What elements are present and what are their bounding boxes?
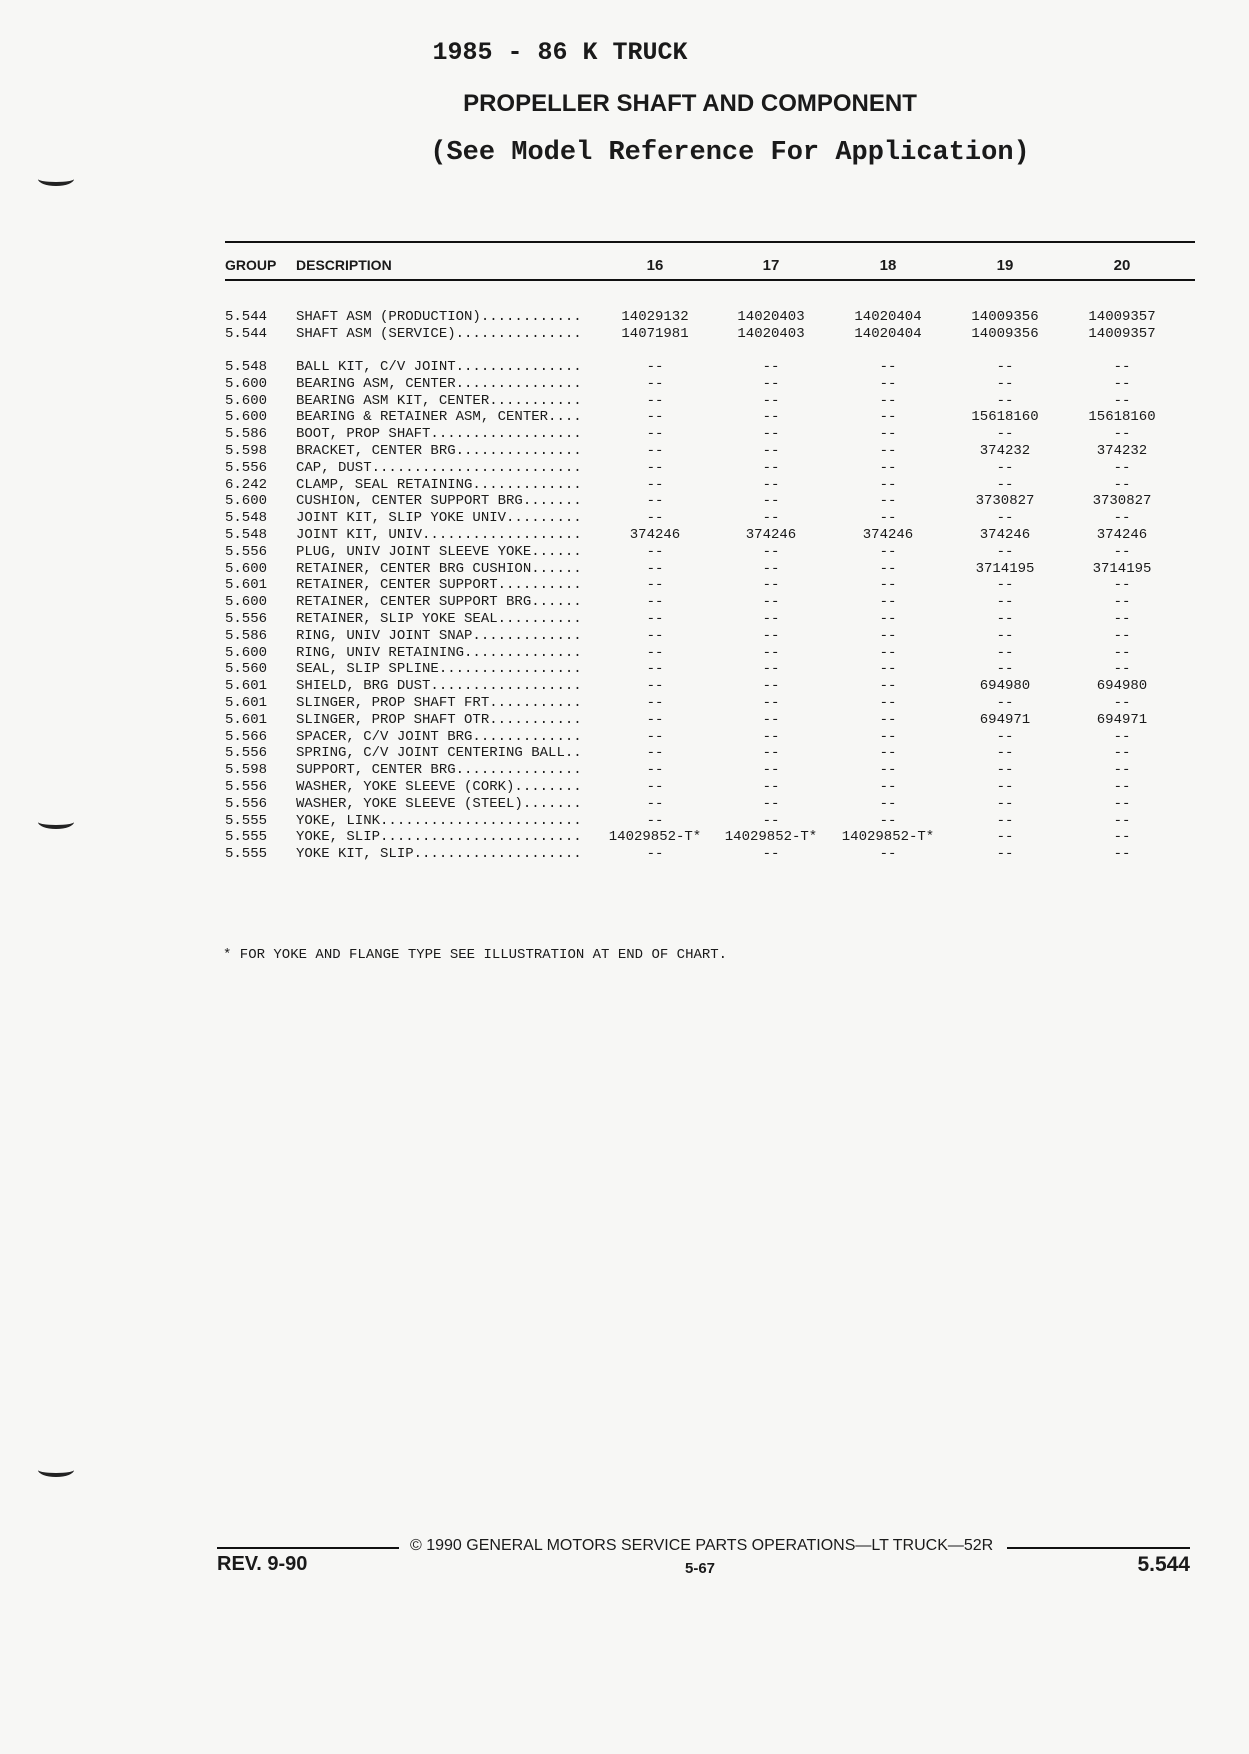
description-cell: CLAMP, SEAL RETAINING............. bbox=[296, 476, 582, 493]
part-number-cell: -- bbox=[762, 443, 780, 459]
part-number-cell: -- bbox=[1113, 594, 1131, 611]
group-cell: 5.600 bbox=[225, 644, 268, 661]
part-number-cell: -- bbox=[646, 627, 664, 644]
column-header-19: 19 bbox=[996, 257, 1014, 274]
description-cell: RETAINER, SLIP YOKE SEAL.......... bbox=[296, 611, 582, 627]
description-cell: BEARING ASM KIT, CENTER........... bbox=[296, 392, 582, 409]
part-number-cell: -- bbox=[1113, 846, 1131, 863]
part-number-cell: -- bbox=[879, 678, 897, 695]
description-cell: RETAINER, CENTER SUPPORT BRG...... bbox=[296, 594, 582, 611]
part-number-cell: -- bbox=[646, 594, 664, 611]
description-cell: BOOT, PROP SHAFT.................. bbox=[296, 426, 582, 443]
part-number-cell: -- bbox=[879, 426, 897, 443]
part-number-cell: -- bbox=[646, 661, 664, 678]
part-number-cell: -- bbox=[1113, 426, 1131, 443]
part-number-cell: -- bbox=[879, 661, 897, 678]
part-number-cell: 14020403 bbox=[737, 309, 805, 325]
part-number-cell: -- bbox=[879, 510, 897, 527]
part-number-cell: -- bbox=[646, 779, 664, 795]
description-cell: SHIELD, BRG DUST.................. bbox=[296, 678, 582, 695]
group-cell: 5.555 bbox=[225, 812, 268, 829]
part-number-cell: 3730827 bbox=[975, 493, 1035, 510]
part-number-cell: -- bbox=[646, 695, 664, 711]
part-number-cell: -- bbox=[646, 745, 664, 762]
column-header-description: DESCRIPTION bbox=[296, 257, 392, 273]
column-header-20: 20 bbox=[1113, 257, 1131, 274]
part-number-cell: -- bbox=[879, 627, 897, 644]
group-cell: 5.556 bbox=[225, 459, 268, 476]
part-number-cell: 14029852-T* bbox=[724, 829, 818, 846]
group-cell: 5.598 bbox=[225, 762, 268, 779]
part-number-cell: -- bbox=[762, 392, 780, 409]
part-number-cell: 374246 bbox=[745, 527, 797, 543]
part-number-cell: -- bbox=[879, 459, 897, 476]
part-number-cell: -- bbox=[762, 779, 780, 795]
group-cell: 5.556 bbox=[225, 795, 268, 812]
part-number-cell: -- bbox=[879, 611, 897, 627]
part-number-cell: -- bbox=[1113, 510, 1131, 527]
part-number-cell: -- bbox=[762, 728, 780, 745]
group-cell: 5.555 bbox=[225, 829, 268, 846]
copyright: © 1990 GENERAL MOTORS SERVICE PARTS OPERATIONS—LT TRUCK—52R bbox=[410, 1537, 994, 1554]
description-cell: SPRING, C/V JOINT CENTERING BALL.. bbox=[296, 745, 582, 762]
part-number-cell: 14020404 bbox=[854, 325, 922, 342]
part-number-cell: -- bbox=[879, 392, 897, 409]
part-number-cell: -- bbox=[762, 627, 780, 644]
group-cell: 5.600 bbox=[225, 594, 268, 611]
description-cell: CUSHION, CENTER SUPPORT BRG....... bbox=[296, 493, 582, 510]
part-number-cell: -- bbox=[762, 426, 780, 443]
part-number-cell: -- bbox=[762, 594, 780, 611]
group-cell: 5.600 bbox=[225, 493, 268, 510]
description-cell: RING, UNIV RETAINING.............. bbox=[296, 644, 582, 661]
part-number-cell: 3730827 bbox=[1092, 493, 1152, 510]
part-number-cell: -- bbox=[646, 728, 664, 745]
group-cell: 5.556 bbox=[225, 543, 268, 560]
part-number-cell: -- bbox=[762, 359, 780, 375]
part-number-cell: -- bbox=[762, 846, 780, 863]
part-number-cell: -- bbox=[762, 543, 780, 560]
part-number-cell: -- bbox=[1113, 392, 1131, 409]
part-number-cell: -- bbox=[996, 594, 1014, 611]
part-number-cell: -- bbox=[646, 795, 664, 812]
part-number-cell: -- bbox=[996, 812, 1014, 829]
part-number-cell: -- bbox=[996, 795, 1014, 812]
part-number-cell: -- bbox=[879, 476, 897, 493]
description-cell: CAP, DUST......................... bbox=[296, 459, 582, 476]
part-number-cell: 14020403 bbox=[737, 325, 805, 342]
page-subtitle: PROPELLER SHAFT AND COMPONENT bbox=[463, 90, 917, 117]
part-number-cell: -- bbox=[996, 510, 1014, 527]
part-number-cell: -- bbox=[1113, 543, 1131, 560]
part-number-cell: -- bbox=[1113, 728, 1131, 745]
description-cell: SHAFT ASM (SERVICE)............... bbox=[296, 325, 582, 342]
description-cell: SPACER, C/V JOINT BRG............. bbox=[296, 728, 582, 745]
group-cell: 5.566 bbox=[225, 728, 268, 745]
part-number-cell: -- bbox=[879, 779, 897, 795]
part-number-cell: 14029852-T* bbox=[841, 829, 935, 846]
part-number-cell: -- bbox=[646, 644, 664, 661]
part-number-cell: -- bbox=[879, 846, 897, 863]
part-number-cell: 14009357 bbox=[1088, 309, 1156, 325]
part-number-cell: -- bbox=[879, 543, 897, 560]
part-number-cell: 694980 bbox=[1096, 678, 1148, 695]
part-number-cell: -- bbox=[762, 409, 780, 426]
part-number-cell: -- bbox=[1113, 375, 1131, 392]
part-number-cell: 374246 bbox=[979, 527, 1031, 543]
column-header-16: 16 bbox=[646, 257, 664, 274]
part-number-cell: -- bbox=[762, 711, 780, 728]
part-number-cell: 14020404 bbox=[854, 309, 922, 325]
description-cell: BEARING ASM, CENTER............... bbox=[296, 375, 582, 392]
part-number-cell: -- bbox=[646, 426, 664, 443]
part-number-cell: 14009356 bbox=[971, 309, 1039, 325]
part-number-cell: 15618160 bbox=[971, 409, 1039, 426]
part-number-cell: 3714195 bbox=[1092, 560, 1152, 577]
part-number-cell: -- bbox=[996, 829, 1014, 846]
group-cell: 5.548 bbox=[225, 510, 268, 527]
part-number-cell: -- bbox=[646, 476, 664, 493]
part-number-cell: -- bbox=[762, 493, 780, 510]
part-number-cell: -- bbox=[879, 577, 897, 594]
part-number-cell: -- bbox=[1113, 795, 1131, 812]
description-cell: BRACKET, CENTER BRG............... bbox=[296, 443, 582, 459]
part-number-cell: -- bbox=[762, 375, 780, 392]
part-number-cell: -- bbox=[646, 577, 664, 594]
part-number-cell: 14029852-T* bbox=[608, 829, 702, 846]
part-number-cell: -- bbox=[1113, 745, 1131, 762]
table-header-rule bbox=[225, 279, 1195, 281]
part-number-cell: -- bbox=[996, 627, 1014, 644]
part-number-cell: -- bbox=[1113, 459, 1131, 476]
part-number-cell: -- bbox=[646, 711, 664, 728]
model-reference: (See Model Reference For Application) bbox=[430, 138, 1030, 168]
part-number-cell: -- bbox=[762, 795, 780, 812]
description-cell: BEARING & RETAINER ASM, CENTER.... bbox=[296, 409, 582, 426]
part-number-cell: -- bbox=[879, 443, 897, 459]
part-number-cell: -- bbox=[879, 711, 897, 728]
part-number-cell: -- bbox=[996, 644, 1014, 661]
part-number-cell: -- bbox=[646, 459, 664, 476]
footnote: * FOR YOKE AND FLANGE TYPE SEE ILLUSTRATION AT END OF CHART. bbox=[223, 947, 728, 963]
part-number-cell: -- bbox=[996, 745, 1014, 762]
part-number-cell: -- bbox=[762, 678, 780, 695]
part-number-cell: -- bbox=[879, 644, 897, 661]
part-number-cell: -- bbox=[996, 728, 1014, 745]
part-number-cell: -- bbox=[646, 510, 664, 527]
part-number-cell: -- bbox=[762, 476, 780, 493]
description-cell: SLINGER, PROP SHAFT OTR........... bbox=[296, 711, 582, 728]
part-number-cell: 374246 bbox=[1096, 527, 1148, 543]
part-number-cell: -- bbox=[762, 644, 780, 661]
description-cell: WASHER, YOKE SLEEVE (CORK)........ bbox=[296, 779, 582, 795]
page-title: 1985 - 86 K TRUCK bbox=[432, 38, 688, 67]
group-cell: 5.548 bbox=[225, 359, 268, 375]
group-cell: 5.544 bbox=[225, 325, 268, 342]
part-number-cell: -- bbox=[646, 359, 664, 375]
part-number-cell: -- bbox=[1113, 829, 1131, 846]
group-cell: 5.556 bbox=[225, 779, 268, 795]
part-number-cell: -- bbox=[879, 409, 897, 426]
footer-rule-right bbox=[1007, 1547, 1190, 1549]
description-cell: RETAINER, CENTER BRG CUSHION...... bbox=[296, 560, 582, 577]
part-number-cell: -- bbox=[879, 359, 897, 375]
part-number-cell: 14029132 bbox=[621, 309, 689, 325]
part-number-cell: -- bbox=[762, 611, 780, 627]
part-number-cell: -- bbox=[646, 560, 664, 577]
part-number-cell: -- bbox=[762, 510, 780, 527]
part-number-cell: -- bbox=[1113, 359, 1131, 375]
description-cell: RETAINER, CENTER SUPPORT.......... bbox=[296, 577, 582, 594]
description-cell: SUPPORT, CENTER BRG............... bbox=[296, 762, 582, 779]
group-cell: 5.601 bbox=[225, 577, 268, 594]
group-cell: 5.556 bbox=[225, 611, 268, 627]
part-number-cell: -- bbox=[996, 375, 1014, 392]
part-number-cell: -- bbox=[1113, 812, 1131, 829]
group-cell: 5.556 bbox=[225, 745, 268, 762]
description-cell: WASHER, YOKE SLEEVE (STEEL)....... bbox=[296, 795, 582, 812]
column-header-group: GROUP bbox=[225, 257, 277, 273]
section-number: 5.544 bbox=[1137, 1553, 1190, 1576]
part-number-cell: -- bbox=[996, 762, 1014, 779]
part-number-cell: 694980 bbox=[979, 678, 1031, 695]
part-number-cell: -- bbox=[646, 678, 664, 695]
description-cell: SHAFT ASM (PRODUCTION)............ bbox=[296, 309, 582, 325]
part-number-cell: -- bbox=[996, 543, 1014, 560]
part-number-cell: -- bbox=[1113, 661, 1131, 678]
part-number-cell: 15618160 bbox=[1088, 409, 1156, 426]
description-cell: SLINGER, PROP SHAFT FRT........... bbox=[296, 695, 582, 711]
part-number-cell: 374246 bbox=[629, 527, 681, 543]
punch-hole bbox=[38, 815, 74, 829]
part-number-cell: -- bbox=[879, 745, 897, 762]
description-cell: BALL KIT, C/V JOINT............... bbox=[296, 359, 582, 375]
description-cell: RING, UNIV JOINT SNAP............. bbox=[296, 627, 582, 644]
part-number-cell: 374232 bbox=[979, 443, 1031, 459]
column-header-17: 17 bbox=[762, 257, 780, 274]
page-number: 5-67 bbox=[684, 1560, 716, 1577]
group-cell: 5.586 bbox=[225, 627, 268, 644]
footer-rule-left bbox=[217, 1547, 399, 1549]
part-number-cell: -- bbox=[762, 560, 780, 577]
group-cell: 5.560 bbox=[225, 661, 268, 678]
part-number-cell: -- bbox=[996, 476, 1014, 493]
punch-hole bbox=[38, 1463, 74, 1477]
description-cell: JOINT KIT, SLIP YOKE UNIV......... bbox=[296, 510, 582, 527]
part-number-cell: -- bbox=[646, 762, 664, 779]
description-cell: YOKE, LINK........................ bbox=[296, 812, 582, 829]
description-cell: JOINT KIT, UNIV................... bbox=[296, 527, 582, 543]
part-number-cell: -- bbox=[1113, 476, 1131, 493]
part-number-cell: -- bbox=[762, 762, 780, 779]
part-number-cell: -- bbox=[879, 812, 897, 829]
part-number-cell: -- bbox=[879, 594, 897, 611]
part-number-cell: -- bbox=[879, 795, 897, 812]
part-number-cell: -- bbox=[646, 846, 664, 863]
part-number-cell: -- bbox=[1113, 611, 1131, 627]
group-cell: 6.242 bbox=[225, 476, 268, 493]
part-number-cell: -- bbox=[762, 745, 780, 762]
part-number-cell: -- bbox=[646, 493, 664, 510]
column-header-18: 18 bbox=[879, 257, 897, 274]
part-number-cell: -- bbox=[879, 762, 897, 779]
part-number-cell: -- bbox=[762, 812, 780, 829]
part-number-cell: -- bbox=[646, 409, 664, 426]
part-number-cell: -- bbox=[996, 359, 1014, 375]
revision: REV. 9-90 bbox=[217, 1553, 308, 1575]
part-number-cell: -- bbox=[996, 426, 1014, 443]
part-number-cell: 374232 bbox=[1096, 443, 1148, 459]
part-number-cell: -- bbox=[996, 846, 1014, 863]
part-number-cell: -- bbox=[879, 493, 897, 510]
part-number-cell: -- bbox=[646, 812, 664, 829]
part-number-cell: -- bbox=[996, 779, 1014, 795]
part-number-cell: -- bbox=[1113, 627, 1131, 644]
part-number-cell: -- bbox=[646, 375, 664, 392]
group-cell: 5.600 bbox=[225, 392, 268, 409]
group-cell: 5.586 bbox=[225, 426, 268, 443]
part-number-cell: -- bbox=[879, 728, 897, 745]
part-number-cell: -- bbox=[996, 695, 1014, 711]
table-top-rule bbox=[225, 241, 1195, 243]
description-cell: PLUG, UNIV JOINT SLEEVE YOKE...... bbox=[296, 543, 582, 560]
part-number-cell: -- bbox=[1113, 779, 1131, 795]
part-number-cell: -- bbox=[646, 611, 664, 627]
part-number-cell: 374246 bbox=[862, 527, 914, 543]
part-number-cell: -- bbox=[646, 543, 664, 560]
group-cell: 5.601 bbox=[225, 711, 268, 728]
part-number-cell: -- bbox=[996, 459, 1014, 476]
part-number-cell: 14071981 bbox=[621, 325, 689, 342]
part-number-cell: 14009356 bbox=[971, 325, 1039, 342]
description-cell: SEAL, SLIP SPLINE................. bbox=[296, 661, 582, 678]
part-number-cell: -- bbox=[1113, 644, 1131, 661]
part-number-cell: -- bbox=[762, 577, 780, 594]
part-number-cell: 14009357 bbox=[1088, 325, 1156, 342]
part-number-cell: 694971 bbox=[979, 711, 1031, 728]
description-cell: YOKE KIT, SLIP.................... bbox=[296, 846, 582, 863]
group-cell: 5.598 bbox=[225, 443, 268, 459]
part-number-cell: -- bbox=[1113, 762, 1131, 779]
part-number-cell: 694971 bbox=[1096, 711, 1148, 728]
part-number-cell: -- bbox=[879, 695, 897, 711]
part-number-cell: -- bbox=[762, 695, 780, 711]
part-number-cell: -- bbox=[996, 392, 1014, 409]
part-number-cell: 3714195 bbox=[975, 560, 1035, 577]
part-number-cell: -- bbox=[1113, 577, 1131, 594]
group-cell: 5.600 bbox=[225, 560, 268, 577]
group-cell: 5.600 bbox=[225, 409, 268, 426]
part-number-cell: -- bbox=[879, 560, 897, 577]
group-cell: 5.600 bbox=[225, 375, 268, 392]
part-number-cell: -- bbox=[646, 443, 664, 459]
part-number-cell: -- bbox=[762, 661, 780, 678]
group-cell: 5.544 bbox=[225, 309, 268, 325]
description-cell: YOKE, SLIP........................ bbox=[296, 829, 582, 846]
punch-hole bbox=[38, 172, 74, 186]
part-number-cell: -- bbox=[996, 577, 1014, 594]
part-number-cell: -- bbox=[996, 661, 1014, 678]
part-number-cell: -- bbox=[879, 375, 897, 392]
group-cell: 5.601 bbox=[225, 695, 268, 711]
part-number-cell: -- bbox=[762, 459, 780, 476]
group-cell: 5.548 bbox=[225, 527, 268, 543]
group-cell: 5.555 bbox=[225, 846, 268, 863]
part-number-cell: -- bbox=[1113, 695, 1131, 711]
group-cell: 5.601 bbox=[225, 678, 268, 695]
part-number-cell: -- bbox=[996, 611, 1014, 627]
part-number-cell: -- bbox=[646, 392, 664, 409]
